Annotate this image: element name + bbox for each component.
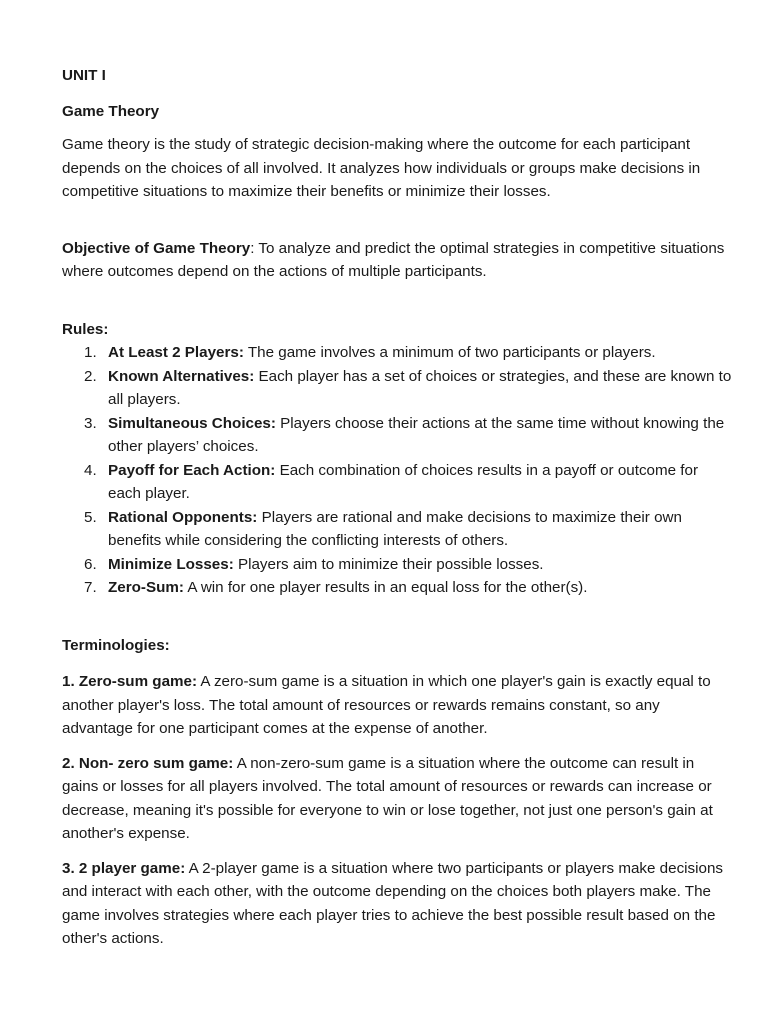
- document-title: Game Theory: [62, 102, 160, 120]
- rule-item: [84, 576, 732, 600]
- term-text: A non-zero-sum game is a situation where the outcome can result in gains or losses for all players involved. The total amount of resources or rewards can increase or decrease, meaning it's possible for everyone to win or lose together, not just one person's gain at another's expense.: [62, 754, 713, 842]
- rule-text: Each combination of choices results in a payoff or outcome for each player.: [108, 461, 699, 502]
- term-label: 1. Zero-sum game:: [62, 673, 198, 690]
- term-text: A zero-sum game is a situation in which one player's gain is exactly equal to another player's loss. The total amount of resources or rewards remains constant, so any advantage for one participant comes at the expense of another.: [62, 673, 711, 737]
- term-label: 2. Non- zero sum game:: [62, 754, 234, 772]
- term-paragraph: [62, 670, 732, 741]
- document-page: [62, 64, 732, 962]
- rules-list: [62, 341, 732, 600]
- intro-paragraph: Game theory is the study of strategic decision-making where the outcome for each participant depends on the choices of all involved. It analyzes how individuals or groups make decisions in competitive situations to maximize their benefits or minimize their losses.: [62, 136, 701, 200]
- rule-label: Rational Opponents:: [108, 508, 258, 526]
- rule-item: [84, 412, 732, 459]
- rule-label: Known Alternatives:: [108, 367, 255, 385]
- rule-item: [84, 341, 732, 365]
- rule-number: 1.: [84, 344, 97, 361]
- term-text: A 2-player game is a situation where two participants or players make decisions and interact with each other, with the outcome depending on the choices both players make. The game involves strategies where each player tries to achieve the best possible result based on the other's actions.: [62, 859, 723, 947]
- terminologies-heading: Terminologies:: [62, 636, 170, 654]
- rule-number: 7.: [84, 579, 97, 596]
- rules-heading: Rules:: [62, 320, 109, 338]
- rule-text: Players are rational and make decisions to maximize their own benefits while considering the conflicting interests of others.: [108, 508, 682, 549]
- rule-text: The game involves a minimum of two participants or players.: [243, 344, 656, 361]
- rule-item: [84, 459, 732, 506]
- rule-text: Players choose their actions at the same time without knowing the other players’ choices.: [108, 414, 725, 455]
- rule-number: 5.: [84, 508, 97, 526]
- rule-number: 3.: [84, 414, 97, 432]
- rule-label: At Least 2 Players:: [108, 344, 244, 361]
- rule-item: [84, 365, 732, 412]
- rule-number: 2.: [84, 367, 97, 385]
- rule-label: Simultaneous Choices:: [108, 414, 276, 432]
- rule-number: 4.: [84, 461, 97, 479]
- objective-paragraph: [62, 237, 732, 284]
- objective-label: Objective of Game Theory: [62, 239, 251, 257]
- rule-text: Players aim to minimize their possible losses.: [233, 555, 544, 573]
- term-paragraph: [62, 857, 732, 951]
- rule-number: 6.: [84, 555, 97, 573]
- term-paragraph: [62, 752, 732, 846]
- unit-label: UNIT I: [62, 67, 106, 84]
- rule-item: [84, 553, 732, 577]
- rule-text: A win for one player results in an equal loss for the other(s).: [183, 579, 588, 596]
- rule-text: Each player has a set of choices or strategies, and these are known to all players.: [108, 367, 732, 408]
- rule-item: [84, 506, 732, 553]
- rule-label: Minimize Losses:: [108, 555, 234, 573]
- term-label: 3. 2 player game:: [62, 859, 186, 877]
- objective-text: : To analyze and predict the optimal strategies in competitive situations where outcomes depend on the actions of multiple participants.: [62, 239, 725, 280]
- rule-label: Payoff for Each Action:: [108, 461, 276, 479]
- rule-label: Zero-Sum:: [108, 579, 184, 596]
